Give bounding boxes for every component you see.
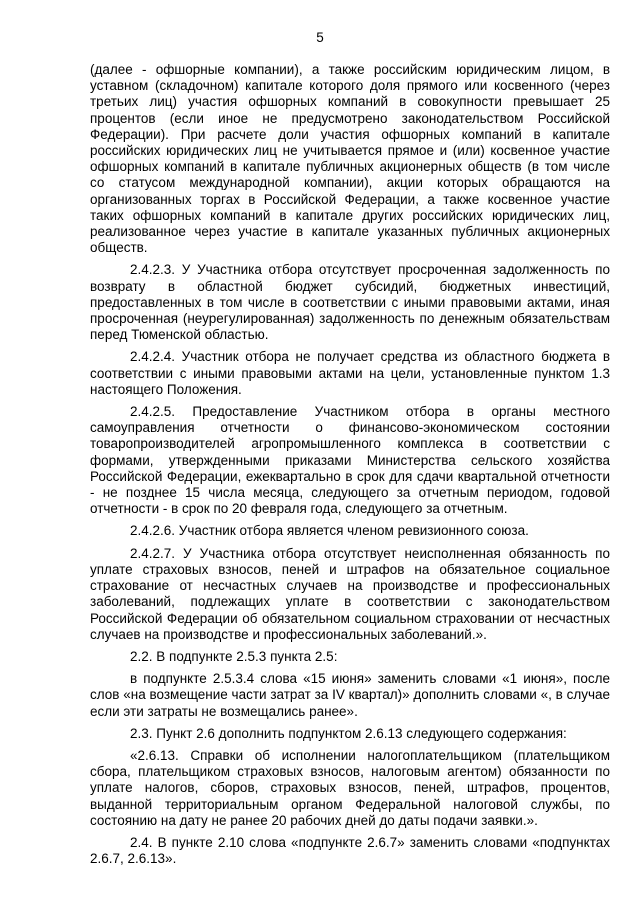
paragraph-2-4-2-4: 2.4.2.4. Участник отбора не получает средства из областного бюджета в соответствии с иными правовыми актами на цели, установленные пунктом 1.3 настоящего Положения. <box>90 349 610 397</box>
paragraph-2-4-2-6: 2.4.2.6. Участник отбора является членом ревизионного союза. <box>130 523 529 539</box>
paragraph-offshore-continuation: (далее - офшорные компании), а также российским юридическим лицом, в уставном (складочном) капитале которого доля прямого или косвенного (через третьих лиц) участия офшорных компаний в совокупности превышает 25 процентов (если иное не предусмотрено законодательством Российской Федерации). При расчете доли участия офшорных компаний в капитале российских юридических лиц не учитывается прямое и (или) косвенное участие офшорных компаний в капитале публичных акционерных обществ (в том числе со статусом международной компании), акции которых обращаются на организованных торгах в Российской Федерации, а также косвенное участие таких офшорных компаний в капитале других российских юридических лиц, реализованное через участие в капитале указанных публичных акционерных обществ. <box>90 62 610 256</box>
paragraph-2-4-2-3: 2.4.2.3. У Участника отбора отсутствует просроченная задолженность по возврату в областной бюджет субсидий, бюджетных инвестиций, предоставленных в том числе в соответствии с иными правовыми актами, иная просроченная (неурегулированная) задолженность по денежным обязательствам перед Тюменской областью. <box>90 262 610 343</box>
paragraph-2-4: 2.4. В пункте 2.10 слова «подпункте 2.6.7» заменить словами «подпунктах 2.6.7, 2.6.13». <box>90 834 610 867</box>
paragraph-2-4-2-5: 2.4.2.5. Предоставление Участником отбора в органы местного самоуправления отчетности о финансово-экономическом состоянии товаропроизводителей агропромышленного комплекса в соответствии с формами, утвержденными приказами Министерства сельского хозяйства Российской Федерации, ежеквартально в срок для сдачи квартальной отчетности - не позднее 15 числа месяца, следующего за отчетным периодом, годовой отчетности - в срок по 20 февраля года, следующего за отчетным. <box>90 404 610 517</box>
paragraph-2-6-13: «2.6.13. Справки об исполнении налогоплательщиком (плательщиком сбора, плательщиком страховых взносов, налоговым агентом) обязанности по уплате налогов, сборов, страховых взносов, пеней, штрафов, процентов, выданной территориальным органом Федеральной налоговой службы, по состоянию на дату не ранее 20 рабочих дней до даты подачи заявки.». <box>90 747 610 828</box>
paragraph-2-4-2-7: 2.4.2.7. У Участника отбора отсутствует неисполненная обязанность по уплате страховых взносов, пеней и штрафов на обязательное социальное страхование от несчастных случаев на производстве и профессиональных заболеваний, подлежащих уплате в соответствии с законодательством Российской Федерации об обязательном социальном страховании от несчастных случаев на производстве и профессиональных заболеваний.». <box>90 545 610 642</box>
paragraph-2-5-3-4-amendment: в подпункте 2.5.3.4 слова «15 июня» заменить словами «1 июня», после слов «на возмещение части затрат за IV квартал)» дополнить словами «, в случае если эти затраты не возмещались ранее». <box>90 671 610 719</box>
paragraph-2-2: 2.2. В подпункте 2.5.3 пункта 2.5: <box>130 648 338 664</box>
paragraph-2-3: 2.3. Пункт 2.6 дополнить подпунктом 2.6.13 следующего содержания: <box>130 725 567 741</box>
document-body <box>90 62 610 873</box>
page-number: 5 <box>316 30 324 45</box>
